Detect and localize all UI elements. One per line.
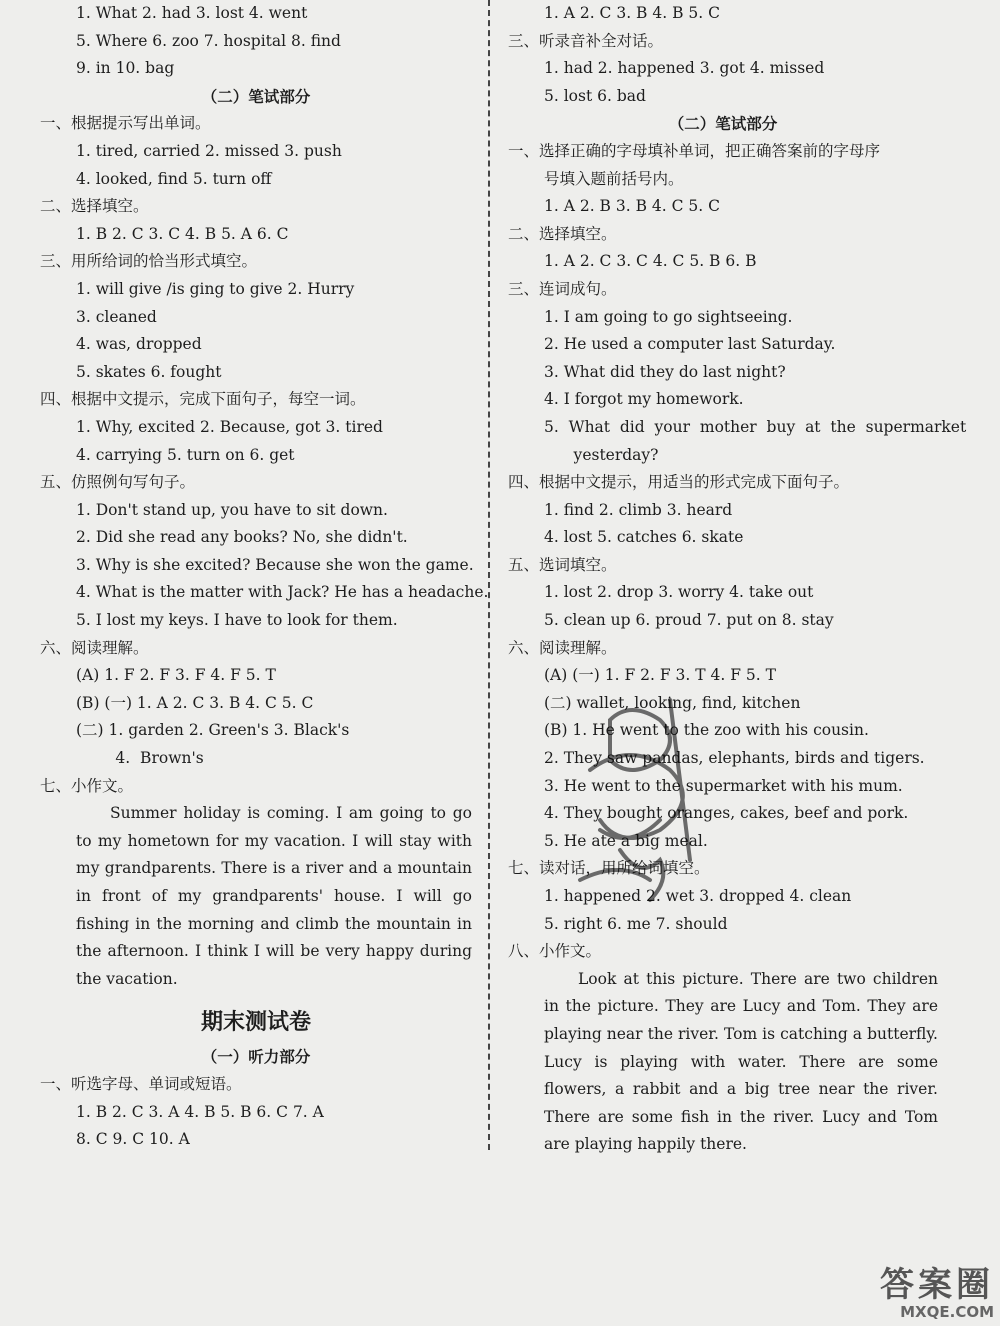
question-title: 六、阅读理解。 bbox=[508, 638, 617, 657]
question-title: 四、根据中文提示，用适当的形式完成下面句子。 bbox=[508, 473, 850, 492]
answer-line: 1. A 2. C 3. C 4. C 5. B 6. B bbox=[544, 252, 757, 271]
answer-line: 4. was, dropped bbox=[76, 335, 202, 354]
watermark-url: MXQE.COM bbox=[900, 1303, 994, 1321]
answer-line: 1. happened 2. wet 3. dropped 4. clean bbox=[544, 887, 852, 905]
answer-line: (二) 1. garden 2. Green's 3. Black's bbox=[76, 721, 350, 740]
answer-line: 5. skates 6. fought bbox=[76, 362, 222, 381]
answer-line: 5. right 6. me 7. should bbox=[544, 914, 728, 933]
question-title-cont: 号填入题前括号内。 bbox=[544, 169, 684, 188]
answer-line: 3. What did they do last night? bbox=[544, 362, 786, 381]
question-title: 一、听选字母、单词或短语。 bbox=[40, 1074, 242, 1093]
right-column bbox=[508, 0, 967, 1159]
answer-line: 4. Brown's bbox=[76, 749, 204, 768]
answer-line: 2. They saw pandas, elephants, birds and tigers. bbox=[544, 749, 925, 768]
answer-line: 4. carrying 5. turn on 6. get bbox=[76, 445, 295, 464]
question-title: 一、选择正确的字母填补单词，把正确答案前的字母序 bbox=[508, 141, 881, 160]
question-title: 三、听录音补全对话。 bbox=[508, 31, 664, 50]
question-title: 二、选择填空。 bbox=[40, 197, 149, 216]
answer-line: 3. cleaned bbox=[76, 307, 157, 326]
answer-line: 1. B 2. C 3. A 4. B 5. B 6. C 7. A bbox=[76, 1102, 324, 1121]
question-title: 五、仿照例句写句子。 bbox=[40, 473, 196, 492]
answer-line: 1. I am going to go sightseeing. bbox=[544, 307, 793, 326]
answer-line: 1. A 2. C 3. B 4. B 5. C bbox=[544, 4, 720, 22]
answer-line: 8. C 9. C 10. A bbox=[76, 1130, 190, 1149]
question-title: 四、根据中文提示，完成下面句子，每空一词。 bbox=[40, 390, 366, 409]
answer-line: 1. B 2. C 3. C 4. B 5. A 6. C bbox=[76, 224, 289, 243]
question-title: 六、阅读理解。 bbox=[40, 638, 149, 657]
question-title: 八、小作文。 bbox=[508, 942, 602, 961]
answer-line: (B) 1. He went to the zoo with his cousin. bbox=[544, 721, 869, 740]
final-exam-title: 期末测试卷 bbox=[200, 1010, 311, 1036]
answer-line: 1. will give /is ging to give 2. Hurry bbox=[76, 279, 355, 298]
question-title: 一、根据提示写出单词。 bbox=[40, 114, 211, 133]
answer-line: 5. I lost my keys. I have to look for them. bbox=[76, 611, 398, 630]
answer-line: 1. What 2. had 3. lost 4. went bbox=[76, 4, 308, 22]
answer-line: 4. lost 5. catches 6. skate bbox=[544, 528, 744, 547]
answer-line: 3. He went to the supermarket with his mum. bbox=[544, 776, 903, 795]
answer-line: (A) 1. F 2. F 3. F 4. F 5. T bbox=[76, 666, 276, 685]
section-heading-written: （二）笔试部分 bbox=[201, 86, 311, 106]
question-title: 五、选词填空。 bbox=[508, 555, 617, 574]
answer-line: (二) wallet, looking, find, kitchen bbox=[544, 693, 801, 712]
answer-line: 2. He used a computer last Saturday. bbox=[544, 335, 836, 354]
answer-line: 5. lost 6. bad bbox=[544, 86, 646, 105]
left-column bbox=[40, 0, 489, 1154]
answer-line: (A) (一) 1. F 2. F 3. T 4. F 5. T bbox=[544, 666, 776, 685]
answer-line: 4. They bought oranges, cakes, beef and pork. bbox=[544, 804, 909, 823]
answer-line: 5. Where 6. zoo 7. hospital 8. find bbox=[76, 31, 341, 50]
answer-line: 4. looked, find 5. turn off bbox=[76, 169, 272, 188]
column-divider bbox=[488, 0, 490, 1150]
answer-line: 1. find 2. climb 3. heard bbox=[544, 500, 733, 519]
answer-line: 1. tired, carried 2. missed 3. push bbox=[76, 141, 342, 160]
answer-line: 4. What is the matter with Jack? He has a headache. bbox=[76, 583, 489, 602]
answer-line: 1. lost 2. drop 3. worry 4. take out bbox=[544, 583, 814, 602]
answer-line: yesterday? bbox=[544, 445, 659, 464]
answer-line: 4. I forgot my homework. bbox=[544, 390, 744, 409]
answer-line: 2. Did she read any books? No, she didn't. bbox=[76, 528, 408, 547]
watermark-logo-text: 答案圈 bbox=[880, 1265, 994, 1305]
site-watermark bbox=[844, 1266, 994, 1322]
answer-line: 3. Why is she excited? Because she won the game. bbox=[76, 555, 474, 574]
answer-line: 9. in 10. bag bbox=[76, 59, 175, 78]
answer-line: 5. What did your mother buy at the supermarket bbox=[544, 417, 967, 436]
answer-line: 1. A 2. B 3. B 4. C 5. C bbox=[544, 197, 720, 216]
answer-line: 1. had 2. happened 3. got 4. missed bbox=[544, 59, 825, 78]
question-title: 七、小作文。 bbox=[40, 776, 134, 795]
answer-line: 1. Why, excited 2. Because, got 3. tired bbox=[76, 417, 383, 436]
question-title: 七、读对话，用所给词填空。 bbox=[508, 859, 710, 878]
composition-text: Summer holiday is coming. I am going to go to my hometown for my vacation. I will stay with my grandparents. There is a river and a mountain in front of my grandparents' house. I will go fishing in the morning and climb the mountain in the afternoon. I think I will be very happy during the vacation. bbox=[76, 804, 472, 988]
question-title: 三、用所给词的恰当形式填空。 bbox=[40, 252, 258, 271]
composition-text: Look at this picture. There are two children in the picture. They are Lucy and Tom. They are playing near the river. Tom is catching a butterfly. Lucy is playing with water. There are some flowers, a rabbit and a big tree near the river. There are some fish in the river. Lucy and Tom are playing happily there. bbox=[544, 969, 938, 1154]
handwritten-stamp-icon bbox=[570, 680, 720, 910]
answer-line: (B) (一) 1. A 2. C 3. B 4. C 5. C bbox=[76, 693, 314, 712]
answer-line: 5. clean up 6. proud 7. put on 8. stay bbox=[544, 611, 834, 630]
question-title: 三、连词成句。 bbox=[508, 279, 617, 298]
question-title: 二、选择填空。 bbox=[508, 224, 617, 243]
section-heading-written: （二）笔试部分 bbox=[668, 114, 778, 134]
section-heading-listening: （一）听力部分 bbox=[201, 1047, 311, 1067]
answer-line: 1. Don't stand up, you have to sit down. bbox=[76, 500, 388, 519]
answer-line: 5. He ate a big meal. bbox=[544, 831, 708, 850]
